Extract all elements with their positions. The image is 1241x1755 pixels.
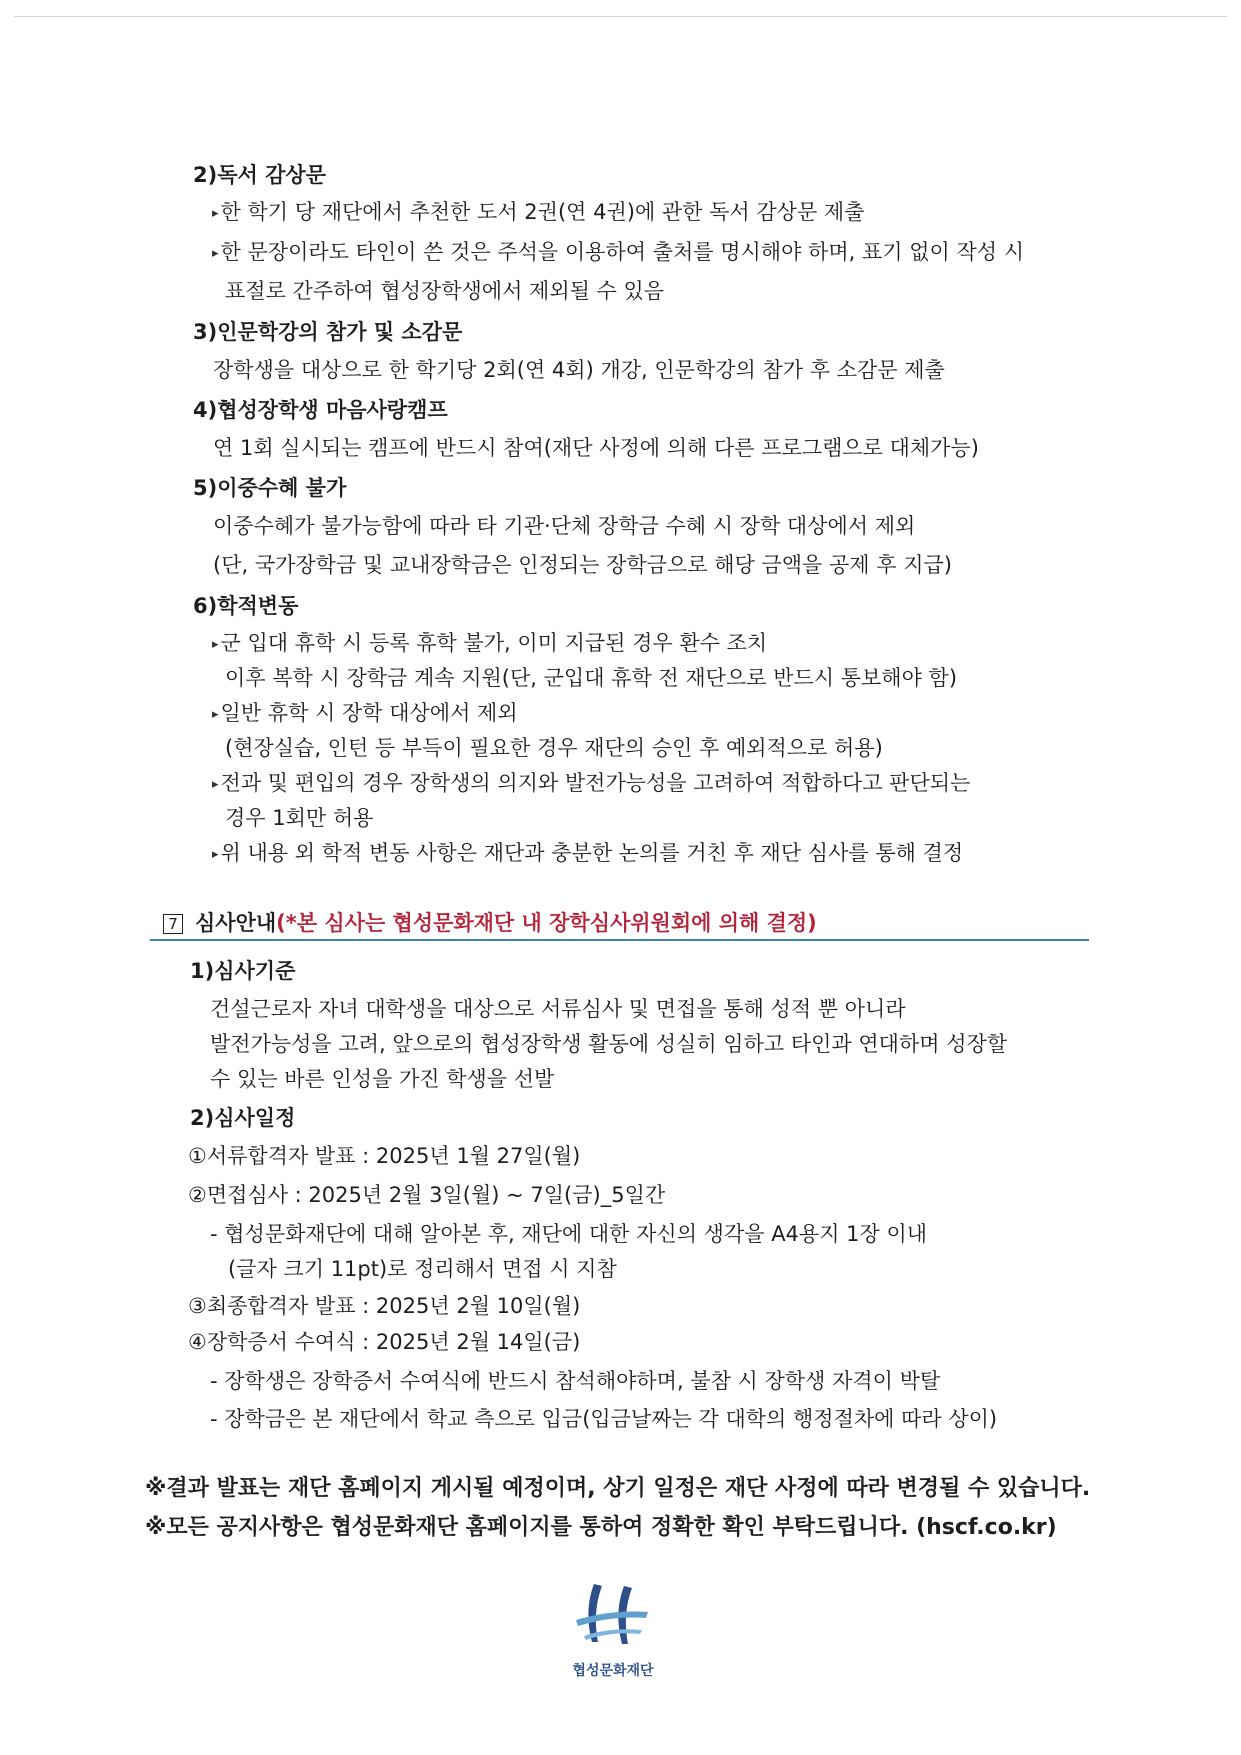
- paragraph: (단, 국가장학금 및 교내장학금은 인정되는 장학금으로 해당 금액을 공제 후 지급): [213, 553, 952, 577]
- section-heading-humanities-lecture: 3)인문학강의 참가 및 소감문: [193, 320, 463, 344]
- page-top-border: [14, 16, 1227, 17]
- section-7-header: [163, 909, 817, 937]
- section-7-title: 심사안내: [195, 911, 277, 935]
- schedule-item: ①서류합격자 발표 : 2025년 1월 27일(월): [188, 1144, 581, 1168]
- section-7-note: (*본 심사는 협성문화재단 내 장학심사위원회에 의해 결정): [276, 911, 817, 935]
- list-item: ▸ 위 내용 외 학적 변동 사항은 재단과 충분한 논의를 거친 후 재단 심사를 통해 결정: [212, 839, 963, 871]
- list-item: ▸ 군 입대 휴학 시 등록 휴학 불가, 이미 지급된 경우 환수 조치: [212, 629, 767, 661]
- section-heading-double-benefit: 5)이중수혜 불가: [193, 476, 347, 500]
- paragraph: 장학생을 대상으로 한 학기당 2회(연 4회) 개강, 인문학강의 참가 후 소감문 제출: [213, 358, 945, 382]
- schedule-subitem: - 장학생은 장학증서 수여식에 반드시 참석해야하며, 불참 시 장학생 자격이 박탈: [210, 1369, 941, 1393]
- schedule-item: ②면접심사 : 2025년 2월 3일(월) ~ 7일(금)_5일간: [188, 1183, 666, 1207]
- schedule-subitem: - 장학금은 본 재단에서 학교 측으로 입금(입금날짜는 각 대학의 행정절차에 따라 상이): [210, 1407, 998, 1431]
- notice-homepage: ※모든 공지사항은 협성문화재단 홈페이지를 통하여 정확한 확인 부탁드립니다. (hscf.co.kr): [145, 1515, 1057, 1540]
- list-item: ▸ 한 문장이라도 타인이 쓴 것은 주석을 이용하여 출처를 명시해야 하며, 표기 없이 작성 시: [212, 238, 1024, 270]
- list-item-continued: 이후 복학 시 장학금 계속 지원(단, 군입대 휴학 전 재단으로 반드시 통보해야 함): [225, 666, 958, 690]
- list-item: ▸ 일반 휴학 시 장학 대상에서 제외: [212, 699, 518, 731]
- paragraph: 발전가능성을 고려, 앞으로의 협성장학생 활동에 성실히 임하고 타인과 연대하며 성장할: [210, 1032, 1008, 1056]
- list-item-continued: (현장실습, 인턴 등 부득이 필요한 경우 재단의 승인 후 예외적으로 허용): [225, 736, 883, 760]
- list-item-continued: 표절로 간주하여 협성장학생에서 제외될 수 있음: [225, 279, 665, 303]
- paragraph: 건설근로자 자녀 대학생을 대상으로 서류심사 및 면접을 통해 성적 뿐 아니라: [210, 997, 906, 1021]
- schedule-item: ③최종합격자 발표 : 2025년 2월 10일(월): [188, 1294, 581, 1318]
- section-number-box: 7: [163, 914, 183, 934]
- schedule-subitem: - 협성문화재단에 대해 알아본 후, 재단에 대한 자신의 생각을 A4용지 1장 이내: [210, 1222, 928, 1246]
- foundation-logo-icon: [572, 1580, 652, 1652]
- paragraph: 이중수혜가 불가능함에 따라 타 기관·단체 장학금 수혜 시 장학 대상에서 제외: [213, 514, 916, 538]
- section-divider: [150, 939, 1089, 941]
- list-item: ▸ 한 학기 당 재단에서 추천한 도서 2권(연 4권)에 관한 독서 감상문 제출: [212, 198, 865, 230]
- section-heading-criteria: 1)심사기준: [190, 959, 296, 983]
- paragraph: 연 1회 실시되는 캠프에 반드시 참여(재단 사정에 의해 다른 프로그램으로 대체가능): [213, 436, 979, 460]
- schedule-subitem-continued: (글자 크기 11pt)로 정리해서 면접 시 지참: [228, 1257, 617, 1281]
- list-item: ▸ 전과 및 편입의 경우 장학생의 의지와 발전가능성을 고려하여 적합하다고 판단되는: [212, 769, 970, 801]
- list-item-continued: 경우 1회만 허용: [225, 806, 374, 830]
- foundation-name: 협성문화재단: [572, 1663, 654, 1679]
- notice-results: ※결과 발표는 재단 홈페이지 게시될 예정이며, 상기 일정은 재단 사정에 따라 변경될 수 있습니다.: [145, 1476, 1091, 1501]
- section-heading-reading-report: 2)독서 감상문: [193, 163, 326, 187]
- section-heading-schedule: 2)심사일정: [190, 1106, 296, 1130]
- paragraph: 수 있는 바른 인성을 가진 학생을 선발: [210, 1067, 555, 1091]
- section-heading-camp: 4)협성장학생 마음사랑캠프: [193, 398, 448, 422]
- schedule-item: ④장학증서 수여식 : 2025년 2월 14일(금): [188, 1330, 581, 1354]
- section-heading-academic-status: 6)학적변동: [193, 594, 299, 618]
